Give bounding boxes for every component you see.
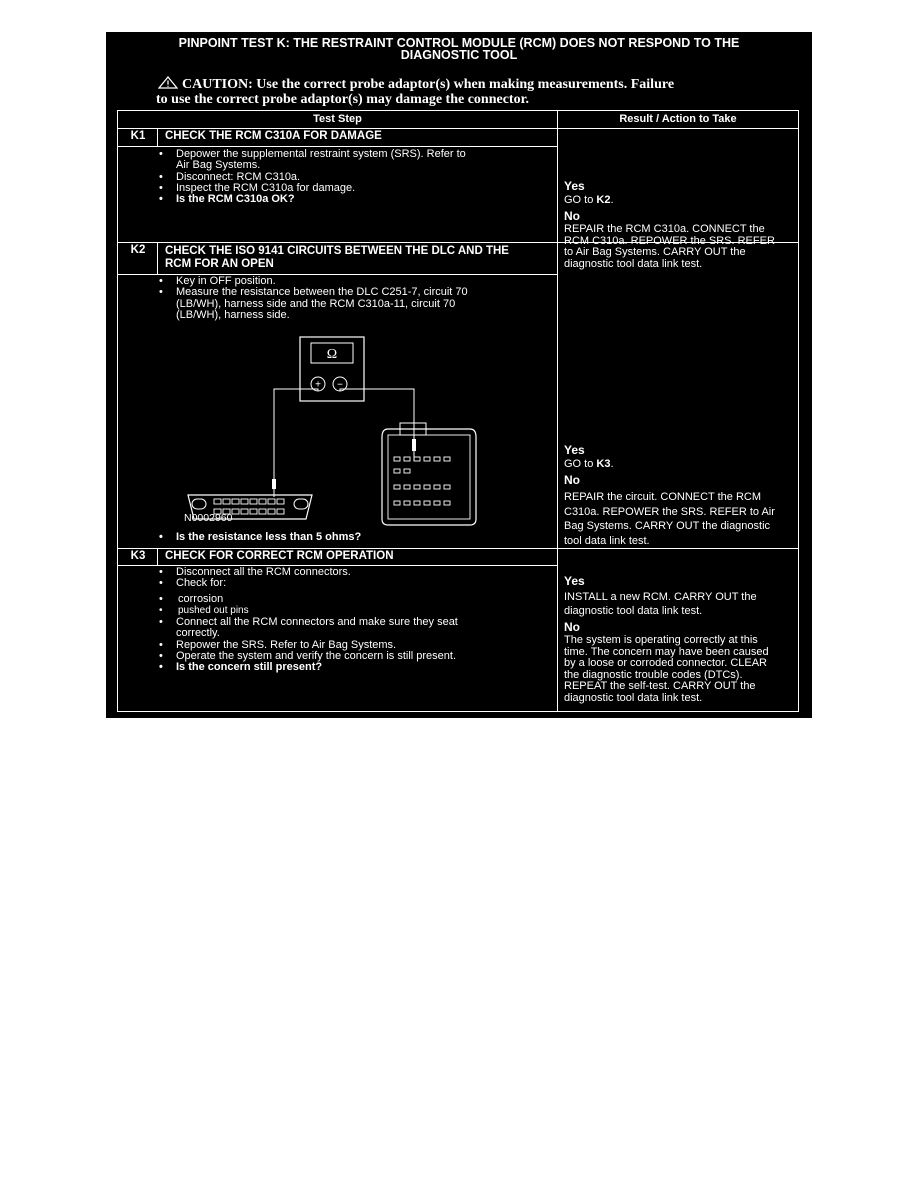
list-item: • Disconnect: RCM C310a. [156,172,466,183]
page-title: PINPOINT TEST K: THE RESTRAINT CONTROL MODULE (RCM) DOES NOT RESPOND TO THE DIAGNOSTIC TOOL [178,36,740,62]
k2-yes-action: GO to K3. [564,458,614,470]
k2-yes-label: Yes [564,443,585,457]
list-item: Air Bag Systems. [176,159,261,172]
step-title-k2: CHECK THE ISO 9141 CIRCUITS BETWEEN THE DLC AND THE RCM FOR AN OPEN [165,245,509,270]
list-item: (LB/WH), harness side and the RCM C310a-11, circuit 70 [176,297,456,310]
k1-yes-action: GO to K2. [564,194,614,206]
list-item: • Is the resistance less than 5 ohms? [156,532,361,543]
list-item: • Disconnect all the RCM connectors. [156,567,458,578]
caution-note: CAUTION: Use the correct probe adaptor(s) when making measurements. Failure to use the correct probe adaptor(s) may damage the connector. [156,77,675,107]
step-title-k3: CHECK FOR CORRECT RCM OPERATION [165,550,394,562]
plus-terminal-label: + [315,379,321,391]
k3-yes-label: Yes [564,574,585,588]
list-item: correctly. [176,627,220,640]
list-item: • Depower the supplemental restraint system (SRS). Refer to [156,149,466,160]
step-id-k2: K2 [130,244,146,256]
pinpoint-test-panel [106,32,812,718]
list-item: (LB/WH), harness side. [176,308,290,321]
list-item: • Is the RCM C310a OK? [156,194,466,205]
step-k1-instructions [156,149,466,205]
warning-triangle-icon [158,76,178,89]
k1-no-action: REPAIR the RCM C310a. CONNECT the RCM C310a. REPOWER the SRS. REFER to Air Bag Systems. CARRY OUT the diagnostic tool data link test. [564,223,775,270]
k3-no-label: No [564,620,580,634]
list-item: • corrosion [156,593,458,606]
list-item: • Inspect the RCM C310a for damage. [156,183,466,194]
k3-no-action: The system is operating correctly at this time. The concern may have been caused by a loose or corroded connector. CLEAR the diagnostic trouble codes (DTCs). REPEAT the self-test. CARRY OUT the diagnostic tool data link test. [564,634,769,704]
list-item: • Measure the resistance between the DLC C251-7, circuit 70 [156,287,468,298]
column-header-result: Result / Action to Take [619,113,737,125]
k2-no-action: REPAIR the circuit. CONNECT the RCM C310a. REPOWER the SRS. REFER to Air Bag Systems. CARRY OUT the diagnostic tool data link test. [564,491,775,547]
resistance-measurement-diagram [174,329,494,529]
minus-terminal-label: − [337,379,343,391]
step-id-k3: K3 [130,550,146,562]
list-item: • Operate the system and verify the concern is still present. [156,651,458,662]
figure-code: N0002960 [184,512,233,524]
k1-yes-label: Yes [564,179,585,193]
step-title-k1: CHECK THE RCM C310A FOR DAMAGE [165,130,382,142]
k1-no-label: No [564,209,580,223]
column-header-test-step: Test Step [313,113,362,125]
list-item: • Repower the SRS. Refer to Air Bag Systems. [156,640,458,651]
step-k2-question [156,532,361,543]
list-item: • Connect all the RCM connectors and make sure they seat [156,617,458,628]
list-item: • pushed out pins [156,605,458,616]
step-k3-instructions [156,567,458,674]
list-item: • Key in OFF position. [156,276,468,287]
test-step-table [117,110,799,712]
k2-no-label: No [564,473,580,487]
k3-yes-action: INSTALL a new RCM. CARRY OUT the diagnostic tool data link test. [564,591,757,617]
step-k2-instructions [156,276,468,321]
step-id-k1: K1 [130,130,146,142]
rcm-connector-icon [382,423,476,525]
list-item: • Check for: [156,578,458,589]
ohm-symbol: Ω [326,347,338,362]
list-item: • Is the concern still present? [156,662,458,673]
